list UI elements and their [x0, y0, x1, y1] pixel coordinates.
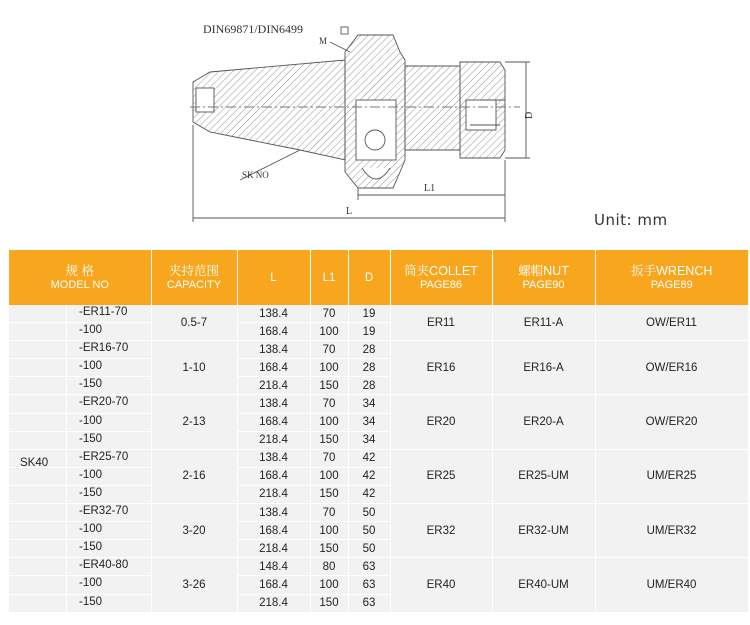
model-cell: [9, 323, 151, 341]
model-cell: [9, 594, 151, 612]
nut-cell: ER32-UM: [492, 504, 595, 558]
body: [405, 66, 460, 150]
spec-value: -100: [79, 577, 103, 590]
l1-cell: 100: [310, 576, 348, 594]
spec-value: -100: [79, 324, 103, 337]
d-cell: 50: [348, 522, 390, 540]
l-cell: 138.4: [237, 395, 310, 413]
spec-value: -100: [79, 414, 103, 427]
table-header-row: [9, 250, 748, 305]
capacity-cell: 3-26: [151, 558, 237, 612]
capacity-cell: 2-13: [151, 395, 237, 449]
l1-cell: 100: [310, 359, 348, 377]
spec-value: -ER11-70: [79, 306, 128, 318]
model-cell: [9, 413, 151, 431]
l1-cell: 150: [310, 594, 348, 612]
l-cell: 168.4: [237, 467, 310, 485]
model-cell: [9, 540, 151, 558]
table-row: [9, 341, 748, 359]
tool-holder-drawing: [0, 0, 750, 245]
spec-value: -ER32-70: [79, 505, 129, 518]
spec-value: -150: [79, 432, 103, 445]
spec-value: -150: [79, 541, 103, 554]
header-nut: 螺帽NUT PAGE90: [492, 250, 595, 305]
l-cell: 218.4: [237, 485, 310, 503]
l1-cell: 70: [310, 305, 348, 323]
l-dimension-label: L: [346, 206, 353, 217]
header-l1: L1: [310, 250, 348, 305]
model-cell: [9, 305, 151, 323]
capacity-cell: 3-20: [151, 504, 237, 558]
d-cell: 28: [348, 359, 390, 377]
spec-value: -150: [79, 378, 103, 391]
spec-value: -100: [79, 360, 103, 373]
table-body: [9, 305, 748, 612]
d-cell: 28: [348, 377, 390, 395]
l1-cell: 150: [310, 377, 348, 395]
l1-cell: 150: [310, 431, 348, 449]
collet-cell: ER20: [390, 395, 492, 449]
l1-dimension-label: L1: [424, 183, 436, 194]
series-label: SK40: [20, 457, 49, 469]
d-cell: 63: [348, 558, 390, 576]
model-cell: [9, 576, 151, 594]
spec-value: -ER20-70: [79, 396, 129, 409]
standard-label: DIN69871/DIN6499: [203, 22, 303, 36]
table-row: [9, 558, 748, 576]
m-label: M: [319, 36, 328, 46]
model-cell: [9, 377, 151, 395]
d-cell: 42: [348, 485, 390, 503]
d-cell: 50: [348, 540, 390, 558]
l-cell: 218.4: [237, 594, 310, 612]
d-dimension-label: D: [524, 111, 535, 119]
l-cell: 218.4: [237, 540, 310, 558]
header-collet: 筒夹COLLET PAGE86: [390, 250, 492, 305]
nut-cell: ER11-A: [492, 305, 595, 341]
wrench-cell: UM/ER40: [595, 558, 748, 612]
d-cell: 50: [348, 504, 390, 522]
spec-value: -100: [79, 523, 103, 536]
l1-cell: 70: [310, 449, 348, 467]
header-capacity: 夹持范围 CAPACITY: [151, 250, 237, 305]
l-cell: 168.4: [237, 522, 310, 540]
d-cell: 63: [348, 594, 390, 612]
wrench-cell: OW/ER20: [595, 395, 748, 449]
model-cell: [9, 504, 151, 522]
table-row: [9, 449, 748, 467]
model-cell: [9, 522, 151, 540]
wrench-cell: OW/ER11: [595, 305, 748, 341]
table-row: [9, 504, 748, 522]
header-wrench: 扳手WRENCH PAGE89: [595, 250, 748, 305]
collet-cell: ER40: [390, 558, 492, 612]
nut-cell: ER20-A: [492, 395, 595, 449]
spec-value: -ER25-70: [79, 450, 129, 463]
d-cell: 63: [348, 576, 390, 594]
d-cell: 42: [348, 449, 390, 467]
d-cell: 19: [348, 305, 390, 323]
nut-cell: ER16-A: [492, 341, 595, 395]
nut-cell: ER25-UM: [492, 449, 595, 503]
l1-cell: 70: [310, 341, 348, 359]
model-cell: [9, 558, 151, 576]
spec-value: -150: [79, 486, 103, 499]
model-cell: [9, 485, 151, 503]
l1-cell: 100: [310, 522, 348, 540]
l1-cell: 100: [310, 467, 348, 485]
model-cell: [9, 395, 151, 413]
l-cell: 218.4: [237, 377, 310, 395]
wrench-cell: UM/ER32: [595, 504, 748, 558]
unit-label: Unit: mm: [594, 211, 668, 229]
d-cell: 42: [348, 467, 390, 485]
l-cell: 168.4: [237, 359, 310, 377]
spec-value: -ER40-80: [79, 559, 129, 572]
taper-shank: [193, 60, 345, 160]
model-cell: [9, 341, 151, 359]
l-cell: 168.4: [237, 323, 310, 341]
skno-label: SK NO: [242, 170, 269, 180]
d-cell: 34: [348, 413, 390, 431]
capacity-cell: 2-16: [151, 449, 237, 503]
spec-table: [9, 250, 749, 613]
l1-cell: 100: [310, 323, 348, 341]
d-cell: 19: [348, 323, 390, 341]
l-cell: 138.4: [237, 449, 310, 467]
l1-cell: 150: [310, 485, 348, 503]
collet-cell: ER25: [390, 449, 492, 503]
l-cell: 138.4: [237, 341, 310, 359]
series-divider: [66, 306, 67, 622]
spec-value: -150: [79, 595, 103, 608]
l1-cell: 100: [310, 413, 348, 431]
wrench-cell: UM/ER25: [595, 449, 748, 503]
l-cell: 168.4: [237, 413, 310, 431]
table-row: [9, 395, 748, 413]
header-l: L: [237, 250, 310, 305]
l-cell: 138.4: [237, 305, 310, 323]
l-cell: 138.4: [237, 504, 310, 522]
header-d: D: [348, 250, 390, 305]
collet-cell: ER11: [390, 305, 492, 341]
d-cell: 28: [348, 341, 390, 359]
table-row: [9, 305, 748, 323]
model-cell: [9, 431, 151, 449]
model-cell: [9, 467, 151, 485]
wrench-cell: OW/ER16: [595, 341, 748, 395]
spec-value: -100: [79, 468, 103, 481]
l-cell: 148.4: [237, 558, 310, 576]
nut-cell: ER40-UM: [492, 558, 595, 612]
l1-cell: 70: [310, 395, 348, 413]
spec-value: -ER16-70: [79, 342, 129, 355]
d-cell: 34: [348, 431, 390, 449]
l1-cell: 150: [310, 540, 348, 558]
collet-cell: ER32: [390, 504, 492, 558]
l1-cell: 70: [310, 504, 348, 522]
header-model: 规 格 MODEL NO: [9, 250, 151, 305]
model-cell: [9, 359, 151, 377]
capacity-cell: 1-10: [151, 341, 237, 395]
capacity-cell: 0.5-7: [151, 305, 237, 341]
l-cell: 218.4: [237, 431, 310, 449]
collet-cell: ER16: [390, 341, 492, 395]
l1-cell: 80: [310, 558, 348, 576]
l-cell: 168.4: [237, 576, 310, 594]
d-cell: 34: [348, 395, 390, 413]
